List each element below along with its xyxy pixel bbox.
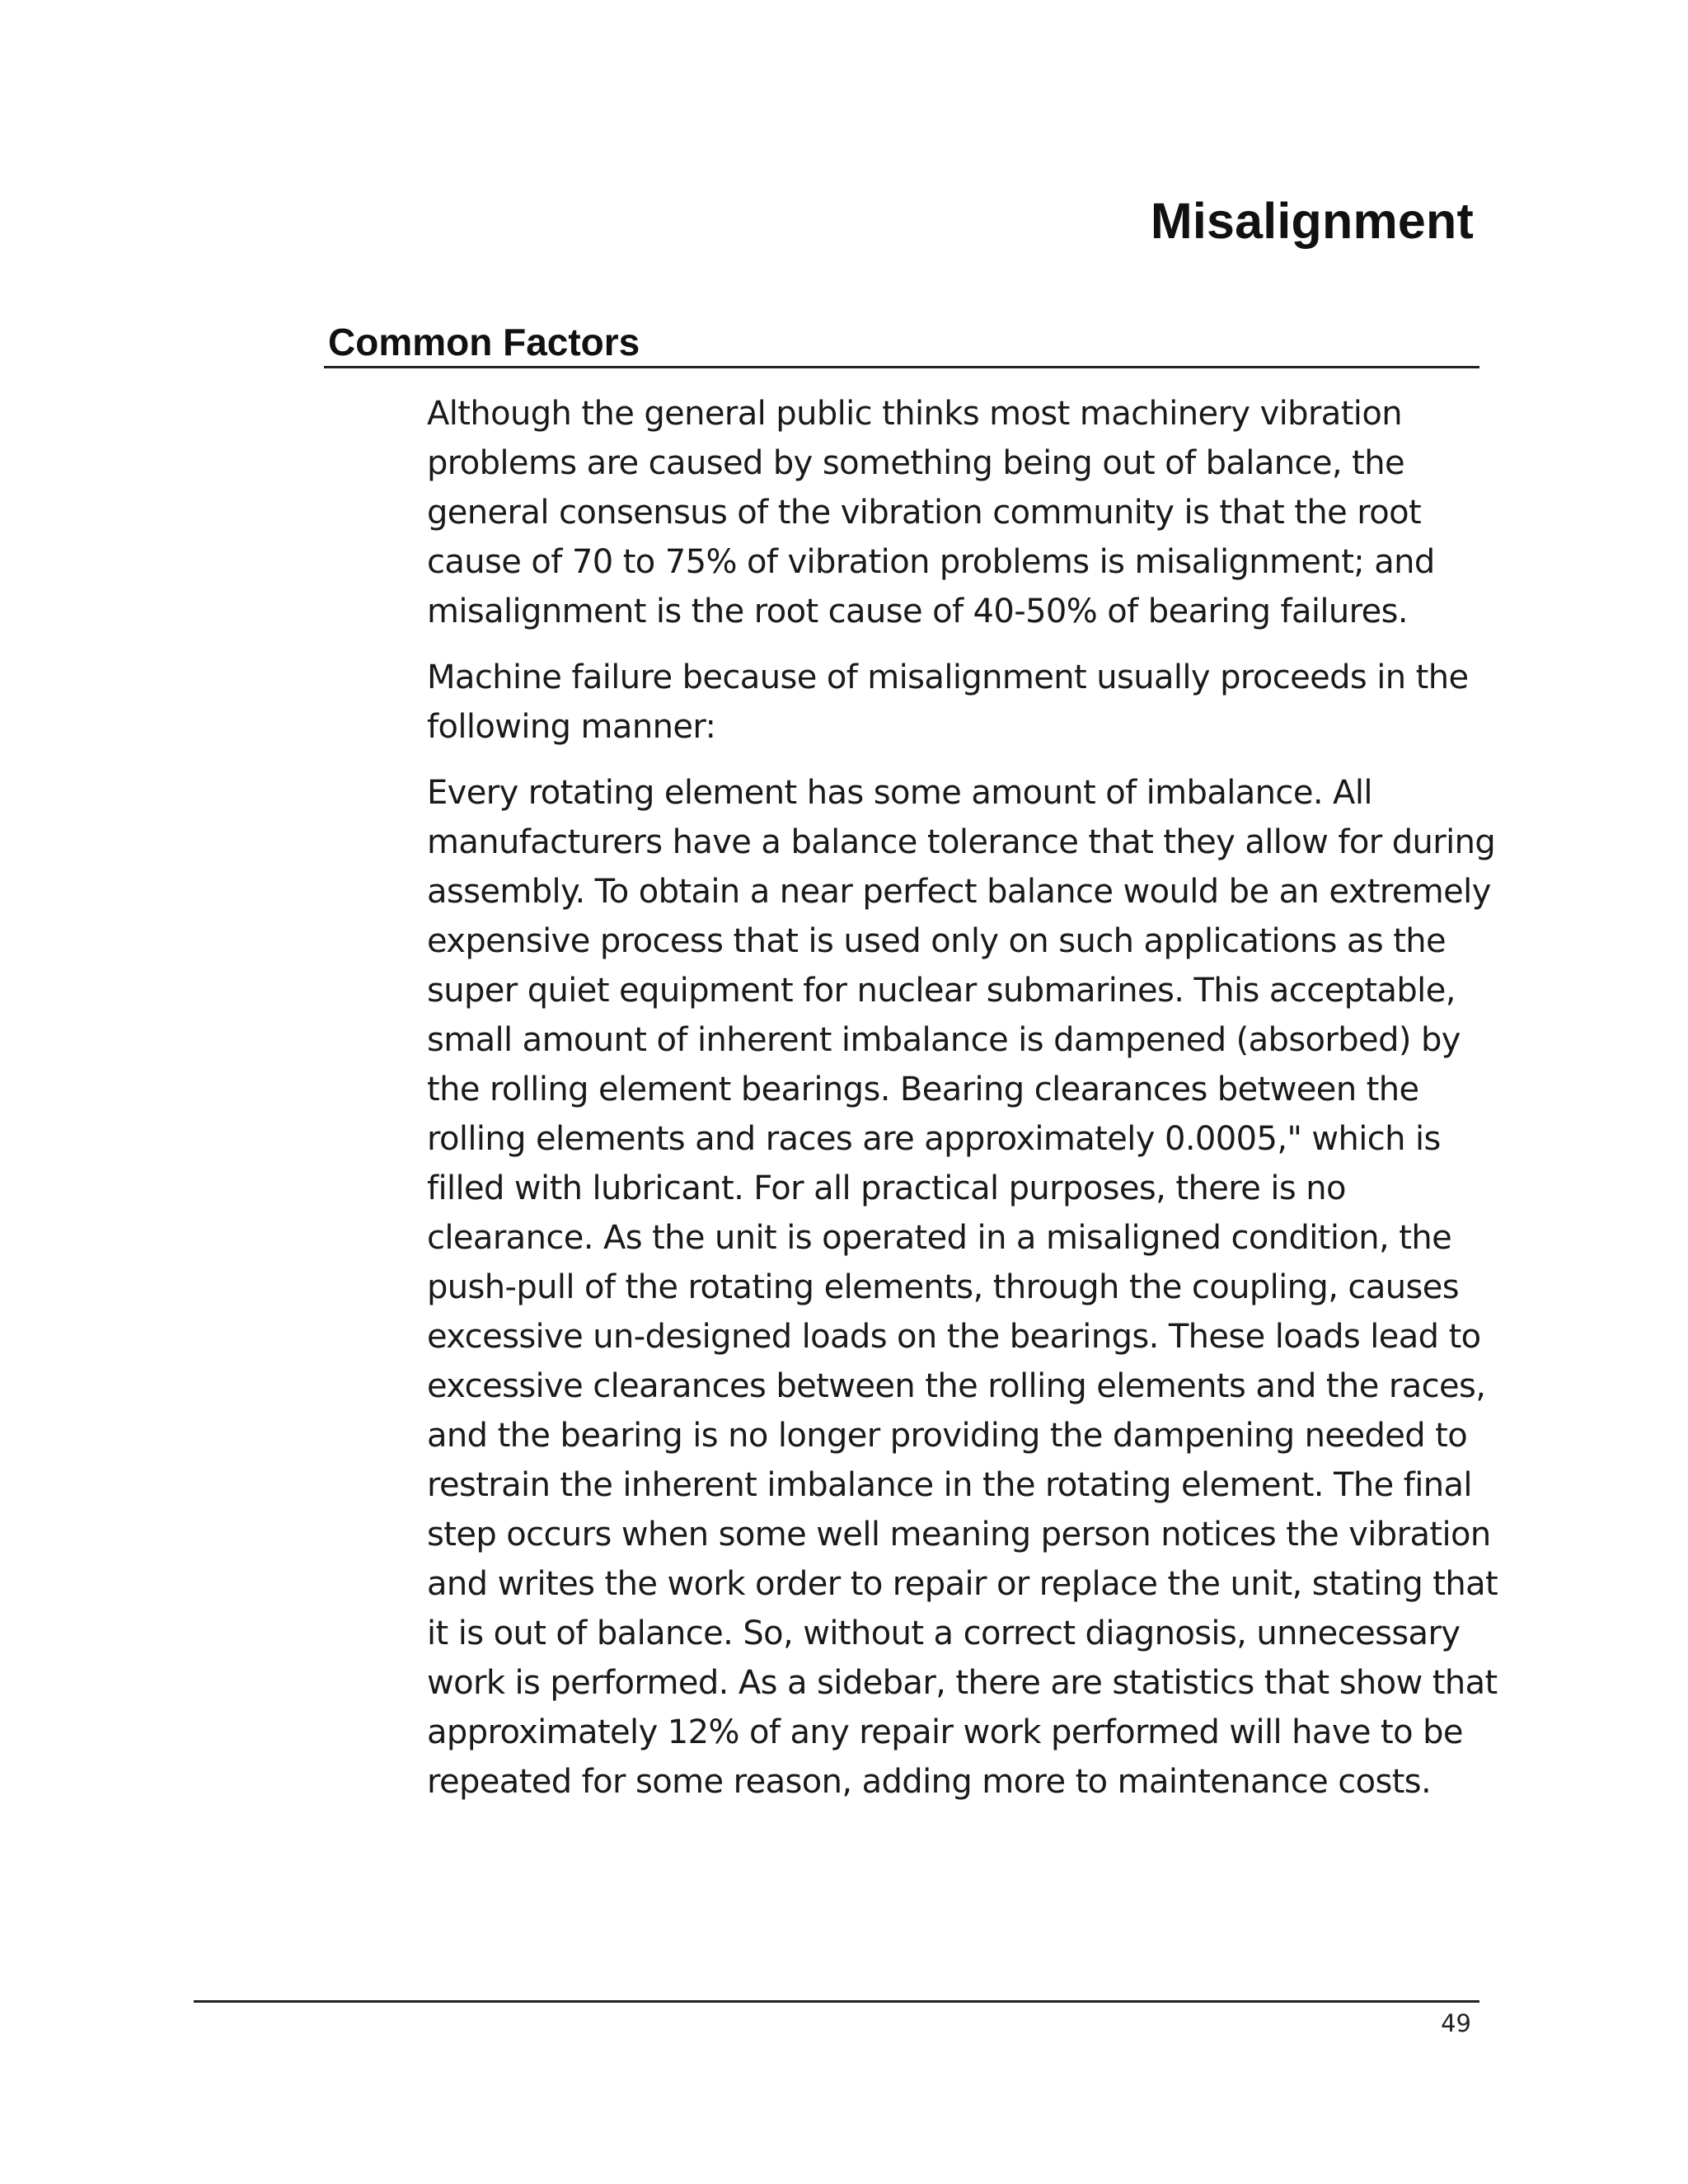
text-line: misalignment is the root cause of 40-50% of bearing failures.	[427, 593, 1409, 630]
text-line: push-pull of the rotating elements, through the coupling, causes	[427, 1268, 1459, 1306]
text-line: restrain the inherent imbalance in the rotating element. The final	[427, 1466, 1472, 1504]
text-line: excessive un-designed loads on the bearings. These loads lead to	[427, 1318, 1481, 1356]
text-line: cause of 70 to 75% of vibration problems is misalignment; and	[427, 543, 1435, 581]
text-line: rolling elements and races are approximately 0.0005," which is	[427, 1120, 1441, 1158]
text-line: following manner:	[427, 708, 716, 746]
text-line: small amount of inherent imbalance is dampened (absorbed) by	[427, 1021, 1461, 1059]
text-line: Every rotating element has some amount of imbalance. All	[427, 774, 1372, 812]
text-line: Machine failure because of misalignment usually proceeds in the	[427, 658, 1469, 696]
text-line: problems are caused by something being out of balance, the	[427, 444, 1404, 482]
text-line: step occurs when some well meaning person notices the vibration	[427, 1516, 1491, 1554]
body-text	[427, 389, 1498, 1823]
text-line: expensive process that is used only on such applications as the	[427, 922, 1447, 960]
text-line: work is performed. As a sidebar, there are statistics that show that	[427, 1664, 1498, 1702]
section-heading-rule	[324, 366, 1479, 368]
footer-rule	[194, 2000, 1479, 2003]
paragraph-failure-intro	[427, 653, 1490, 752]
text-line: and the bearing is no longer providing the dampening needed to	[427, 1417, 1468, 1455]
text-line: it is out of balance. So, without a correct diagnosis, unnecessary	[427, 1615, 1461, 1652]
text-line: filled with lubricant. For all practical purposes, there is no	[427, 1169, 1346, 1207]
text-line: repeated for some reason, adding more to maintenance costs.	[427, 1763, 1432, 1801]
text-line: the rolling element bearings. Bearing clearances between the	[427, 1071, 1419, 1108]
page-title: Misalignment	[1150, 193, 1474, 249]
text-line: approximately 12% of any repair work performed will have to be	[427, 1713, 1463, 1751]
text-line: and writes the work order to repair or replace the unit, stating that	[427, 1565, 1498, 1603]
text-line: assembly. To obtain a near perfect balance would be an extremely	[427, 873, 1491, 911]
text-line: excessive clearances between the rolling elements and the races,	[427, 1367, 1486, 1405]
text-line: Although the general public thinks most machinery vibration	[427, 395, 1402, 433]
text-line: clearance. As the unit is operated in a misaligned condition, the	[427, 1219, 1452, 1257]
paragraph-failure-process	[427, 768, 1498, 1807]
page-number: 49	[1441, 2009, 1471, 2037]
section-heading: Common Factors	[328, 321, 640, 363]
text-line: general consensus of the vibration community is that the root	[427, 494, 1422, 532]
paragraph-intro	[427, 389, 1490, 636]
text-line: super quiet equipment for nuclear submarines. This acceptable,	[427, 972, 1456, 1010]
text-line: manufacturers have a balance tolerance that they allow for during	[427, 823, 1496, 861]
